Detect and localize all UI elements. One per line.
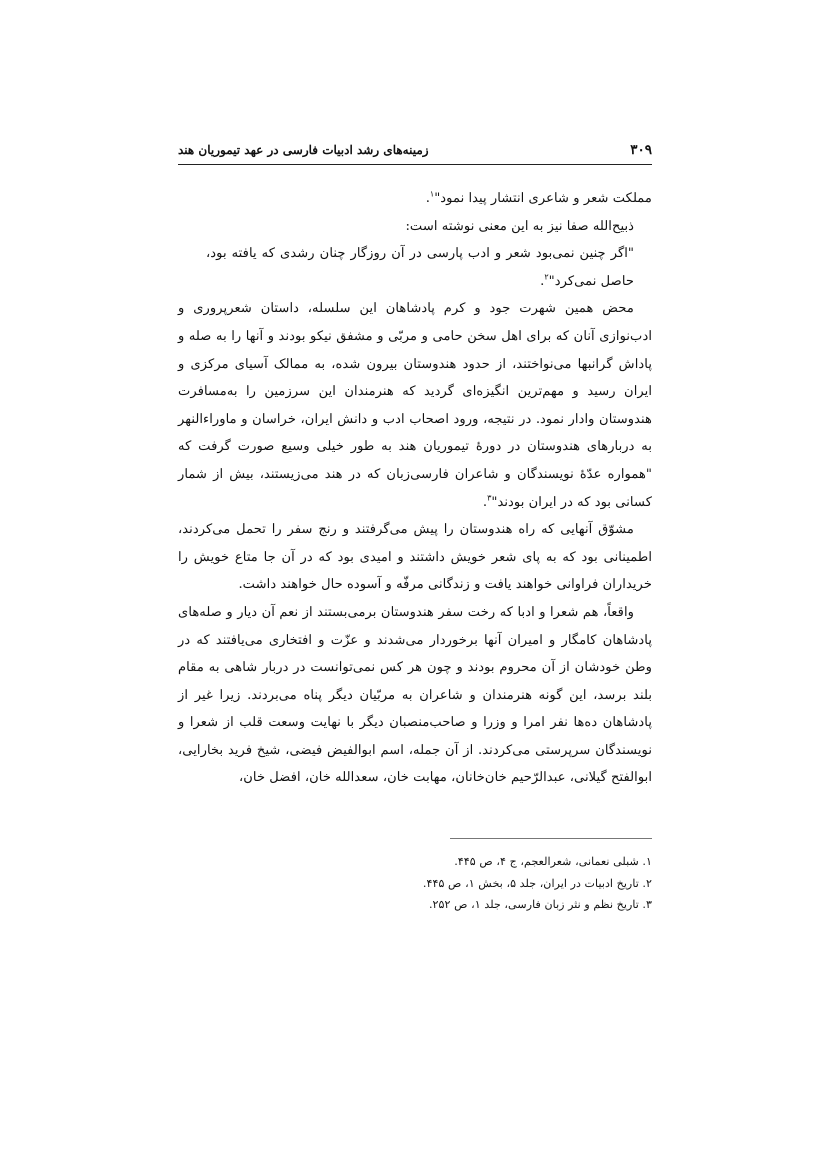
footnote-item: ۳. تاریخ نظم و نثر زبان فارسی، جلد ۱، ص ۲۵۲.	[428, 898, 652, 911]
page-header	[178, 140, 652, 165]
block-quote	[206, 240, 634, 295]
paragraph	[178, 516, 652, 599]
footnotes	[300, 851, 652, 916]
body-text	[178, 185, 652, 792]
paragraph-tail: .	[425, 191, 430, 206]
paragraph-text: محض همین شهرت جود و کرم پادشاهان این سلسله، داستان شعرپروری و ادب‌نوازی آنان که برای اهل سخن حامی و مربّی و مشفق نیکو بودند و آنها را به صله و پاداش گرانبها می‌نواختند، از حدود هندوستان بیرون شده، به ممالک آسیای مرکزی و ایران رسید و مهم‌ترین انگیزه‌ای گردید که هنرمندان این سرزمین را به‌مسافرت هندوستان وادار نمود. در نتیجه، ورود اصحاب ادب و دانش ایران، خراسان و ماوراءالنهر به دربارهای هندوستان در دورهٔ تیموریان هند به طور خیلی وسیع صورت گرفت که "همواره عدّهٔ نویسندگان و شاعران فارسی‌زبان که در هند می‌زیستند، بیش از شمار کسانی بود که در ایران بودند"	[178, 301, 652, 510]
footnote-item: ۲. تاریخ ادبیات در ایران، جلد ۵، بخش ۱، ص ۴۴۵.	[422, 876, 652, 890]
footnote-ref: ۲	[544, 272, 549, 282]
paragraph-text: مملکت شعر و شاعری انتشار پیدا نمود"	[434, 191, 652, 206]
paragraph	[178, 599, 652, 792]
paragraph	[178, 295, 652, 516]
running-title: زمینه‌های رشد ادبیات فارسی در عهد تیموریان هند	[178, 143, 429, 157]
footnote-ref: ۳	[487, 493, 492, 503]
paragraph	[178, 185, 652, 213]
footnote-item: ۱. شبلی نعمانی، شعرالعجم، ج ۴، ص ۴۴۵.	[454, 855, 652, 868]
paragraph-text: ذبیح‌الله صفا نیز به این معنی نوشته است:	[405, 218, 634, 234]
paragraph-tail: .	[482, 494, 488, 510]
quote-text: "اگر چنین نمی‌بود شعر و ادب پارسی در آن روزگار چنان رشدی که یافته بود، حاصل نمی‌کرد"	[206, 246, 634, 289]
paragraph-text: واقعاً، هم شعرا و ادبا که رخت سفر هندوستان برمی‌بستند از نعم آن دیار و صله‌های پادشاهان کامگار و امیران آنها برخوردار می‌شدند و عزّت و افتخاری می‌یافتند که در وطن خودشان از آن محروم بودند و چون هر کس نمی‌توانست در دربار شاهی به مقام بلند برسد، این گونه هنرمندان و شاعران به مربّیان دیگر پناه می‌بردند. زیرا غیر از پادشاهان ده‌ها نفر امرا و وزرا و صاحب‌منصبان دیگر با نهایت وسعت قلب از شعرا و نویسندگان سرپرستی می‌کردند. از آن جمله، اسم ابوالفیض فیضی، شیخ فرید بخارایی، ابوالفتح گیلانی، عبدالرّحیم خان‌خانان، مهابت خان، سعدالله خان، افضل خان،	[178, 604, 652, 786]
paragraph-tail: .	[540, 273, 545, 289]
page-number: ۳۰۹	[630, 142, 652, 158]
paragraph-text: مشوّق آنهایی که راه هندوستان را پیش می‌گرفتند و رنج سفر را تحمل می‌کردند، اطمینانی بود که به پای شعر خویش داشتند و امیدی بود که در آن جا متاع خویش را خریداران فراوانی خواهند یافت و زندگانی مرفّه و آسوده حال خواهند داشت.	[178, 522, 652, 593]
paragraph	[178, 213, 652, 241]
footnote-separator	[450, 838, 652, 839]
footnote-ref: ۱	[429, 189, 435, 199]
